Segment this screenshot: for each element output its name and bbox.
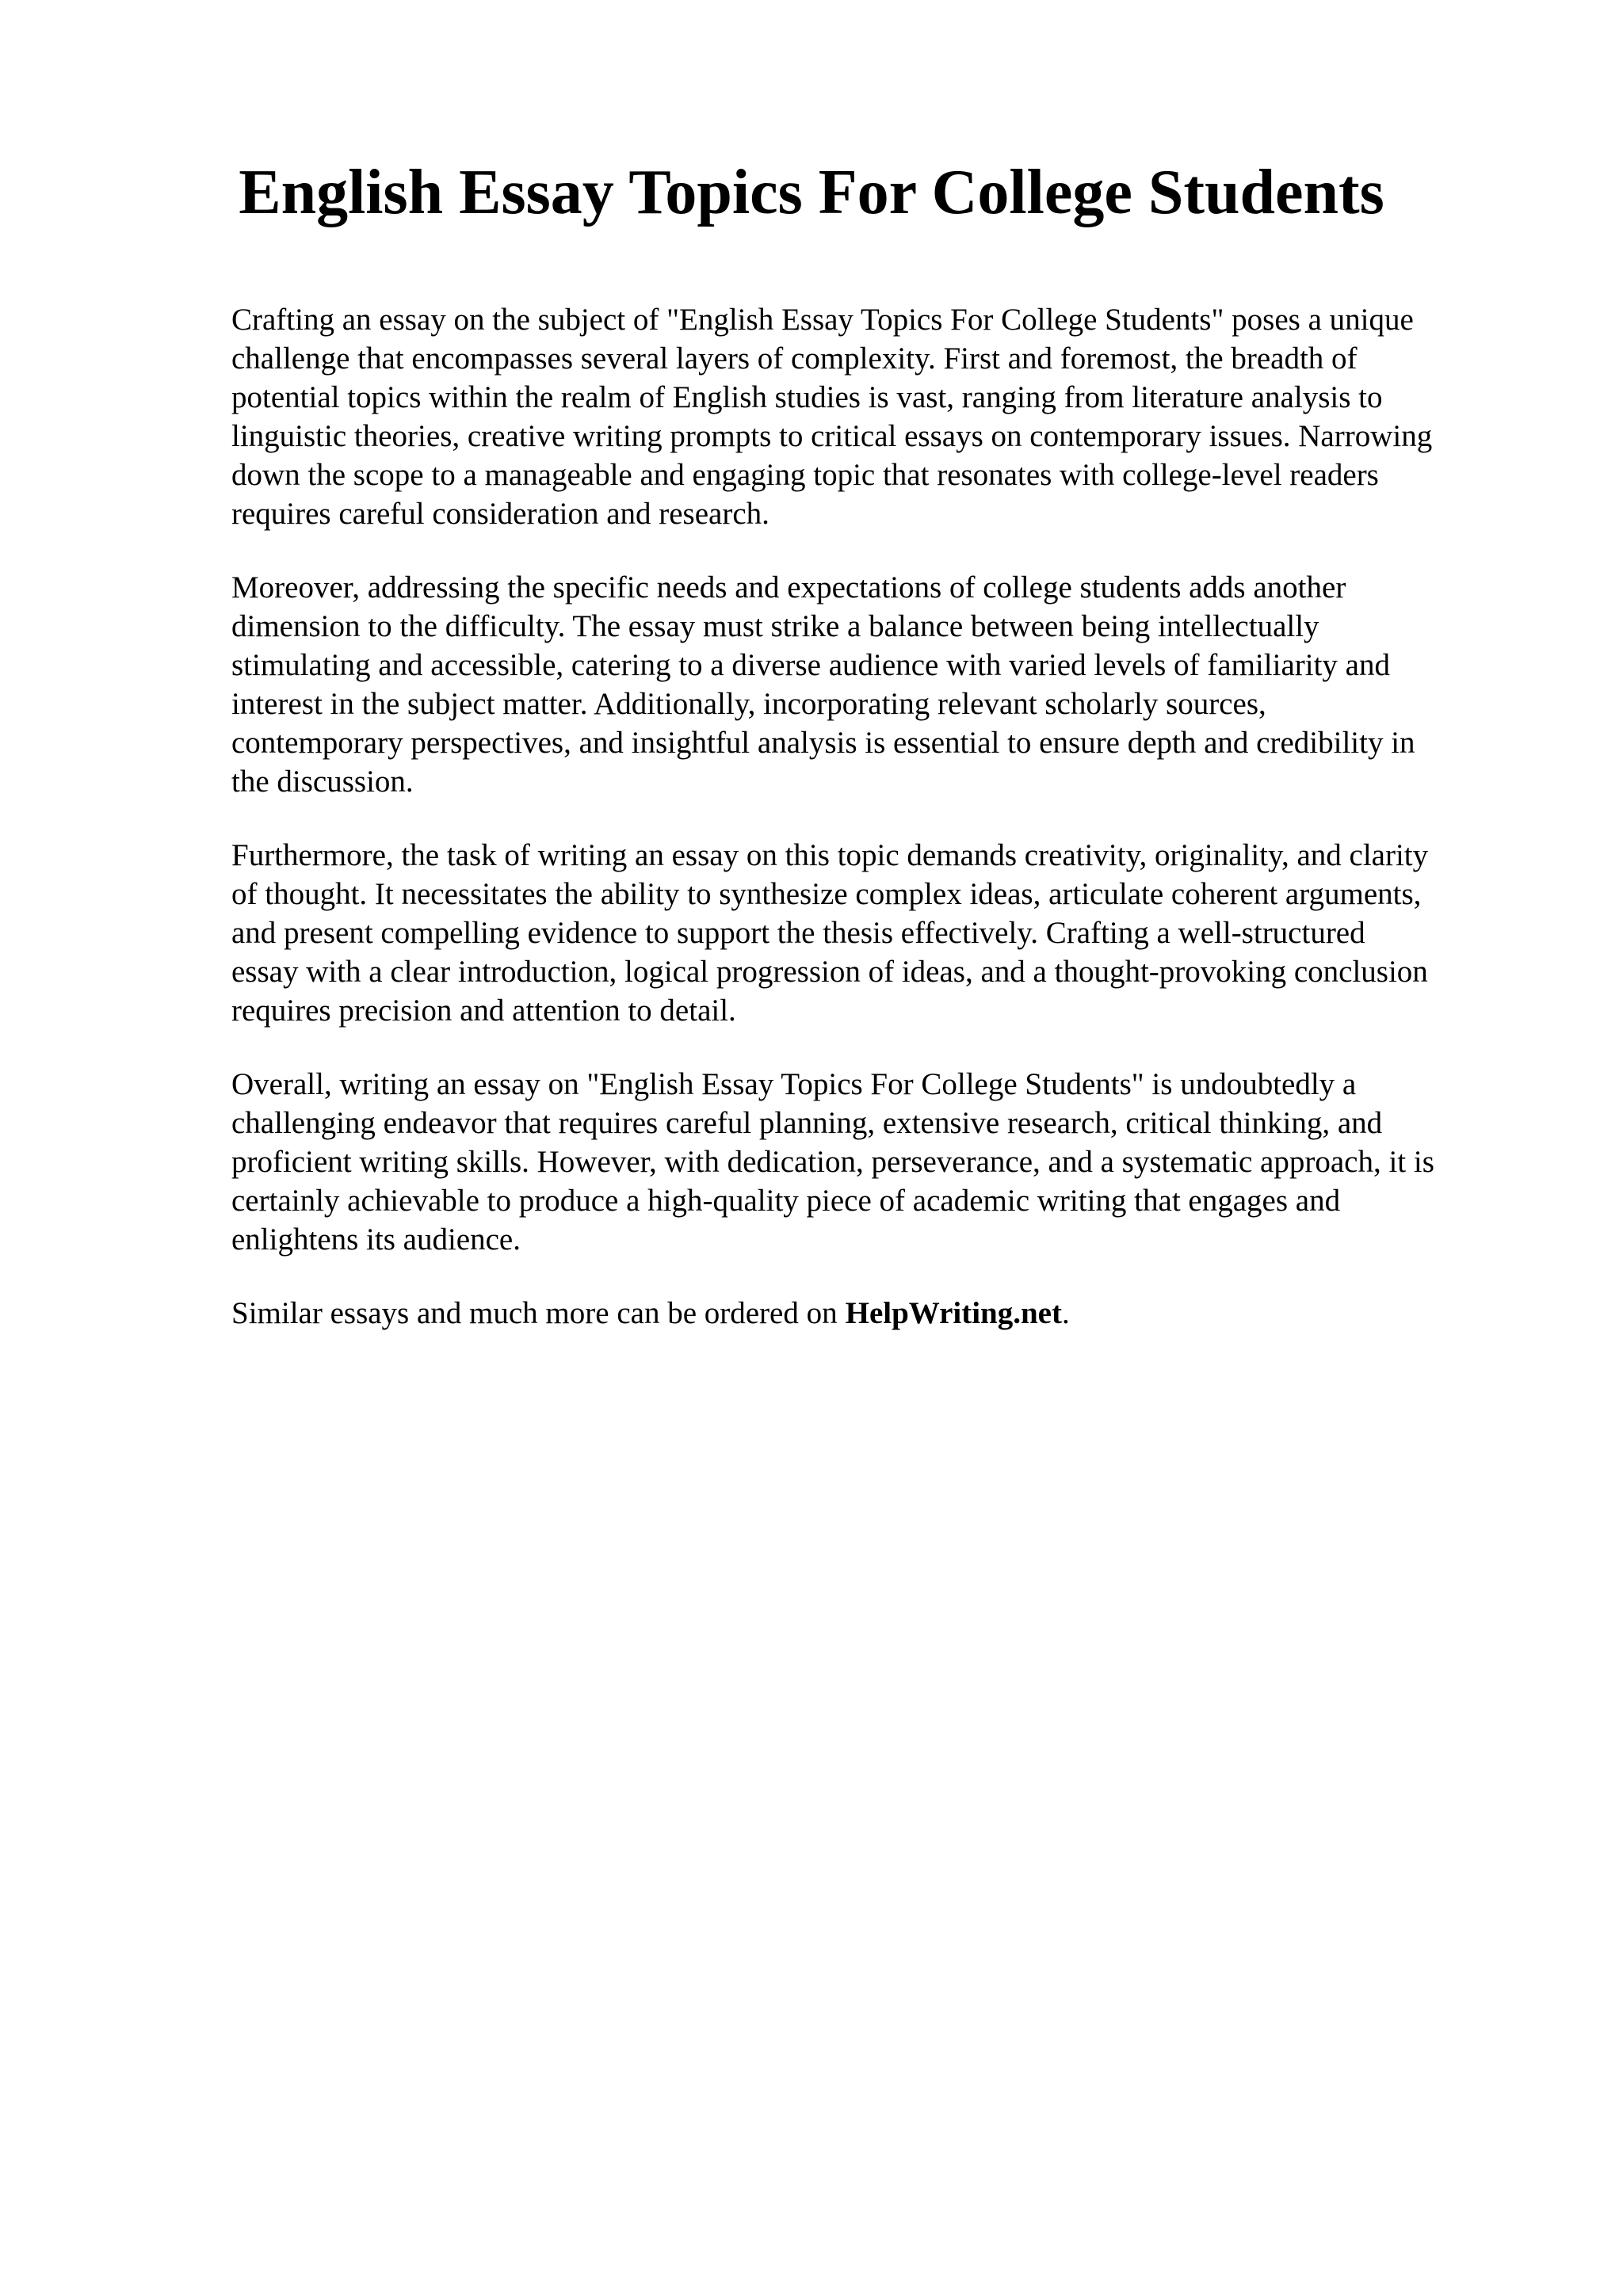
text-line: potential topics within the realm of English studies is vast, ranging from literature analysis to <box>231 380 1383 414</box>
helpwriting-link[interactable]: HelpWriting.net <box>845 1296 1062 1330</box>
text-line: and present compelling evidence to support the thesis effectively. Crafting a well-structured <box>231 916 1365 950</box>
text-line: challenge that encompasses several layers of complexity. First and foremost, the breadth of <box>231 341 1358 376</box>
text-line: challenging endeavor that requires careful planning, extensive research, critical thinking, and <box>231 1106 1383 1140</box>
text-line: of thought. It necessitates the ability to synthesize complex ideas, articulate coherent arguments, <box>231 877 1422 911</box>
essay-body <box>231 300 1515 1367</box>
paragraph-2 <box>231 568 1515 801</box>
text-line: Furthermore, the task of writing an essay on this topic demands creativity, originality, and clarity <box>231 838 1429 872</box>
text-line: Overall, writing an essay on "English Essay Topics For College Students" is undoubtedly a <box>231 1067 1357 1101</box>
paragraph-4 <box>231 1065 1515 1259</box>
text-line: enlightens its audience. <box>231 1222 521 1257</box>
footer-suffix: . <box>1061 1296 1070 1330</box>
text-line: proficient writing skills. However, with dedication, perseverance, and a systematic approach, it is <box>231 1145 1434 1179</box>
text-line: Moreover, addressing the specific needs and expectations of college students adds another <box>231 570 1346 605</box>
text-line: the discussion. <box>231 765 414 799</box>
text-line: linguistic theories, creative writing prompts to critical essays on contemporary issues. Narrowing <box>231 419 1433 453</box>
paragraph-1 <box>231 300 1515 533</box>
text-line: interest in the subject matter. Additionally, incorporating relevant scholarly sources, <box>231 687 1266 721</box>
footer-prefix: Similar essays and much more can be ordered on <box>231 1296 838 1330</box>
page-title: English Essay Topics For College Students <box>239 158 1384 227</box>
text-line: requires careful consideration and research. <box>231 497 769 531</box>
footer-note <box>231 1294 1515 1333</box>
text-line: down the scope to a manageable and engaging topic that resonates with college-level readers <box>231 458 1379 492</box>
text-line: certainly achievable to produce a high-quality piece of academic writing that engages and <box>231 1184 1341 1218</box>
text-line: contemporary perspectives, and insightful analysis is essential to ensure depth and credibility in <box>231 726 1415 760</box>
text-line: stimulating and accessible, catering to a diverse audience with varied levels of familiarity and <box>231 648 1390 682</box>
text-line: dimension to the difficulty. The essay must strike a balance between being intellectually <box>231 609 1319 643</box>
paragraph-3 <box>231 836 1515 1030</box>
text-line: Crafting an essay on the subject of "English Essay Topics For College Students" poses a unique <box>231 303 1414 337</box>
text-line: essay with a clear introduction, logical progression of ideas, and a thought-provoking conclusion <box>231 955 1428 989</box>
text-line: requires precision and attention to detail. <box>231 994 736 1028</box>
